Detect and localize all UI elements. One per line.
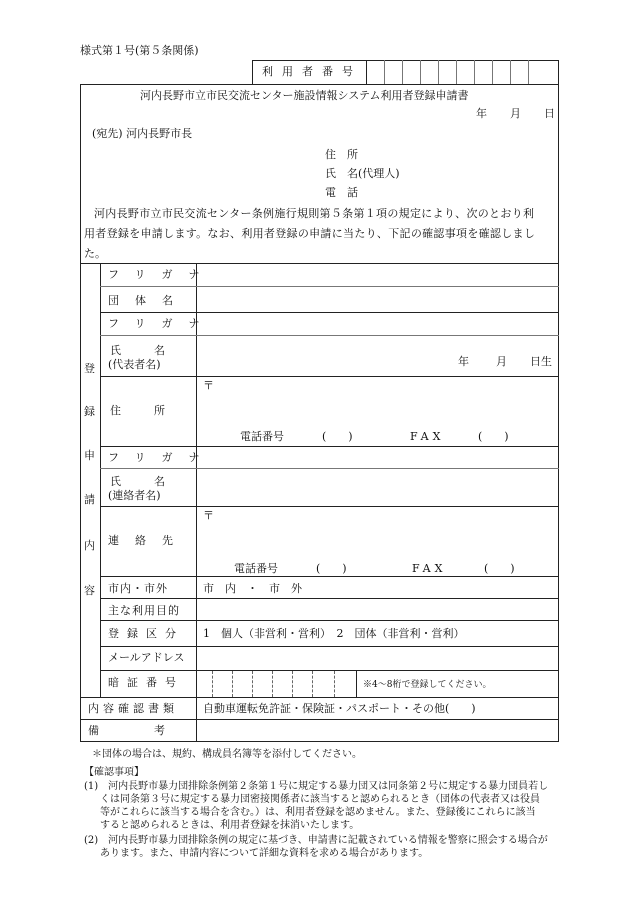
group-name-input[interactable]	[197, 287, 558, 312]
contact-fax-label: FAX	[412, 562, 447, 575]
contact-name-label: 氏 名	[110, 475, 165, 488]
email-label: メールアドレス	[108, 651, 185, 664]
side-label-5: 内	[84, 539, 95, 552]
confirm-line-3: 等がこれらに該当する場合を含む。）は、利用者登録を認めません。また、登録後にこれらに該当	[100, 807, 536, 818]
contact-name-sub: (連絡者名)	[108, 489, 161, 502]
footnote: ＊団体の場合は、規約、構成員名簿等を添付してください。	[92, 749, 362, 760]
rep-name-sub: (代表者名)	[108, 358, 161, 371]
category-value[interactable]: 1 個人（非営利・営利） 2 団体（非営利・営利）	[203, 627, 465, 640]
side-label-6: 容	[84, 584, 95, 597]
id-docs-value[interactable]: 自動車運転免許証・保険証・パスポート・その他( )	[203, 702, 476, 715]
rep-furigana-label: フリガナ	[108, 317, 216, 330]
city-label: 市内・市外	[108, 582, 168, 595]
side-label-4: 請	[84, 493, 95, 506]
address-fax-paren: ( )	[478, 430, 509, 443]
group-name-label: 団体名	[108, 294, 189, 307]
user-number-label: 利用者番号	[262, 65, 362, 78]
birth-year: 年	[458, 355, 469, 368]
contact-tel-paren: ( )	[316, 562, 347, 575]
body-line-2: 用者登録を申請します。なお、利用者登録の申請に当たり、下記の確認事項を確認しまし	[84, 227, 536, 240]
contact-postal-mark: 〒	[203, 509, 214, 522]
contact-fax-paren: ( )	[484, 562, 515, 575]
side-label-3: 申	[84, 449, 95, 462]
purpose-label: 主な利用目的	[108, 604, 180, 617]
side-label-2: 録	[84, 405, 95, 418]
birth-month: 月	[496, 355, 507, 368]
address-label: 住 所	[110, 404, 165, 417]
confirm-line-6: あります。また、申請内容について詳細な資料を求める場合があります。	[100, 848, 429, 859]
contact-furigana-label: フリガナ	[108, 451, 216, 464]
contact-label: 連絡先	[108, 534, 189, 547]
contact-furigana-input[interactable]	[197, 447, 558, 468]
form-title: 河内長野市立市民交流センター施設情報システム利用者登録申請書	[140, 89, 469, 102]
applicant-name-label: 氏 名(代理人)	[325, 167, 400, 180]
side-label-1: 登	[84, 362, 95, 375]
confirm-line-1: (1) 河内長野市暴力団排除条例第２条第１号に規定する暴力団又は同条第２号に規定する暴力団員若し	[84, 781, 549, 792]
address-tel-paren: ( )	[322, 430, 353, 443]
confirm-line-4: すると認められるときは、利用者登録を抹消いたします。	[100, 820, 360, 831]
remarks-label: 備 考	[88, 724, 165, 737]
body-line-3: た。	[84, 247, 106, 260]
group-furigana-input[interactable]	[197, 264, 558, 286]
date-year: 年	[476, 107, 487, 120]
address-fax-label: FAX	[410, 430, 445, 443]
rep-name-label: 氏 名	[110, 344, 165, 357]
address-tel-label: 電話番号	[240, 430, 284, 443]
group-furigana-label: フリガナ	[108, 268, 216, 281]
body-line-1: 河内長野市立市民交流センター条例施行規則第５条第１項の規定により、次のとおり利	[94, 207, 535, 220]
confirm-line-2: くは同条第３号に規定する暴力団密接関係者に該当すると認められるとき（団体の代表者又は役員	[100, 794, 540, 805]
addressee: (宛先) 河内長野市長	[92, 127, 193, 140]
date-day: 日	[544, 107, 555, 120]
contact-tel-label: 電話番号	[234, 562, 278, 575]
date-month: 月	[510, 107, 521, 120]
category-label: 登録区分	[108, 627, 184, 640]
birth-day: 日生	[530, 355, 552, 368]
applicant-phone-label: 電 話	[325, 186, 358, 199]
form-number: 様式第１号(第５条関係)	[80, 44, 199, 57]
rep-furigana-input[interactable]	[197, 313, 558, 335]
pin-note: ※4～8桁で登録してください。	[363, 680, 492, 690]
pin-label: 暗証番号	[108, 676, 184, 689]
purpose-input[interactable]	[197, 599, 558, 620]
city-value[interactable]: 市 内 ・ 市 外	[203, 582, 302, 595]
confirm-title: 【確認事項】	[84, 767, 144, 778]
id-docs-label: 内容確認書類	[88, 702, 178, 715]
confirm-line-5: (2) 河内長野市暴力団排除条例の規定に基づき、申請書に記載されている情報を警察に照会する場合が	[84, 835, 548, 846]
contact-name-input[interactable]	[197, 469, 558, 506]
remarks-input[interactable]	[197, 720, 558, 741]
postal-mark: 〒	[203, 379, 214, 392]
email-input[interactable]	[197, 647, 558, 670]
applicant-address-label: 住 所	[325, 148, 358, 161]
